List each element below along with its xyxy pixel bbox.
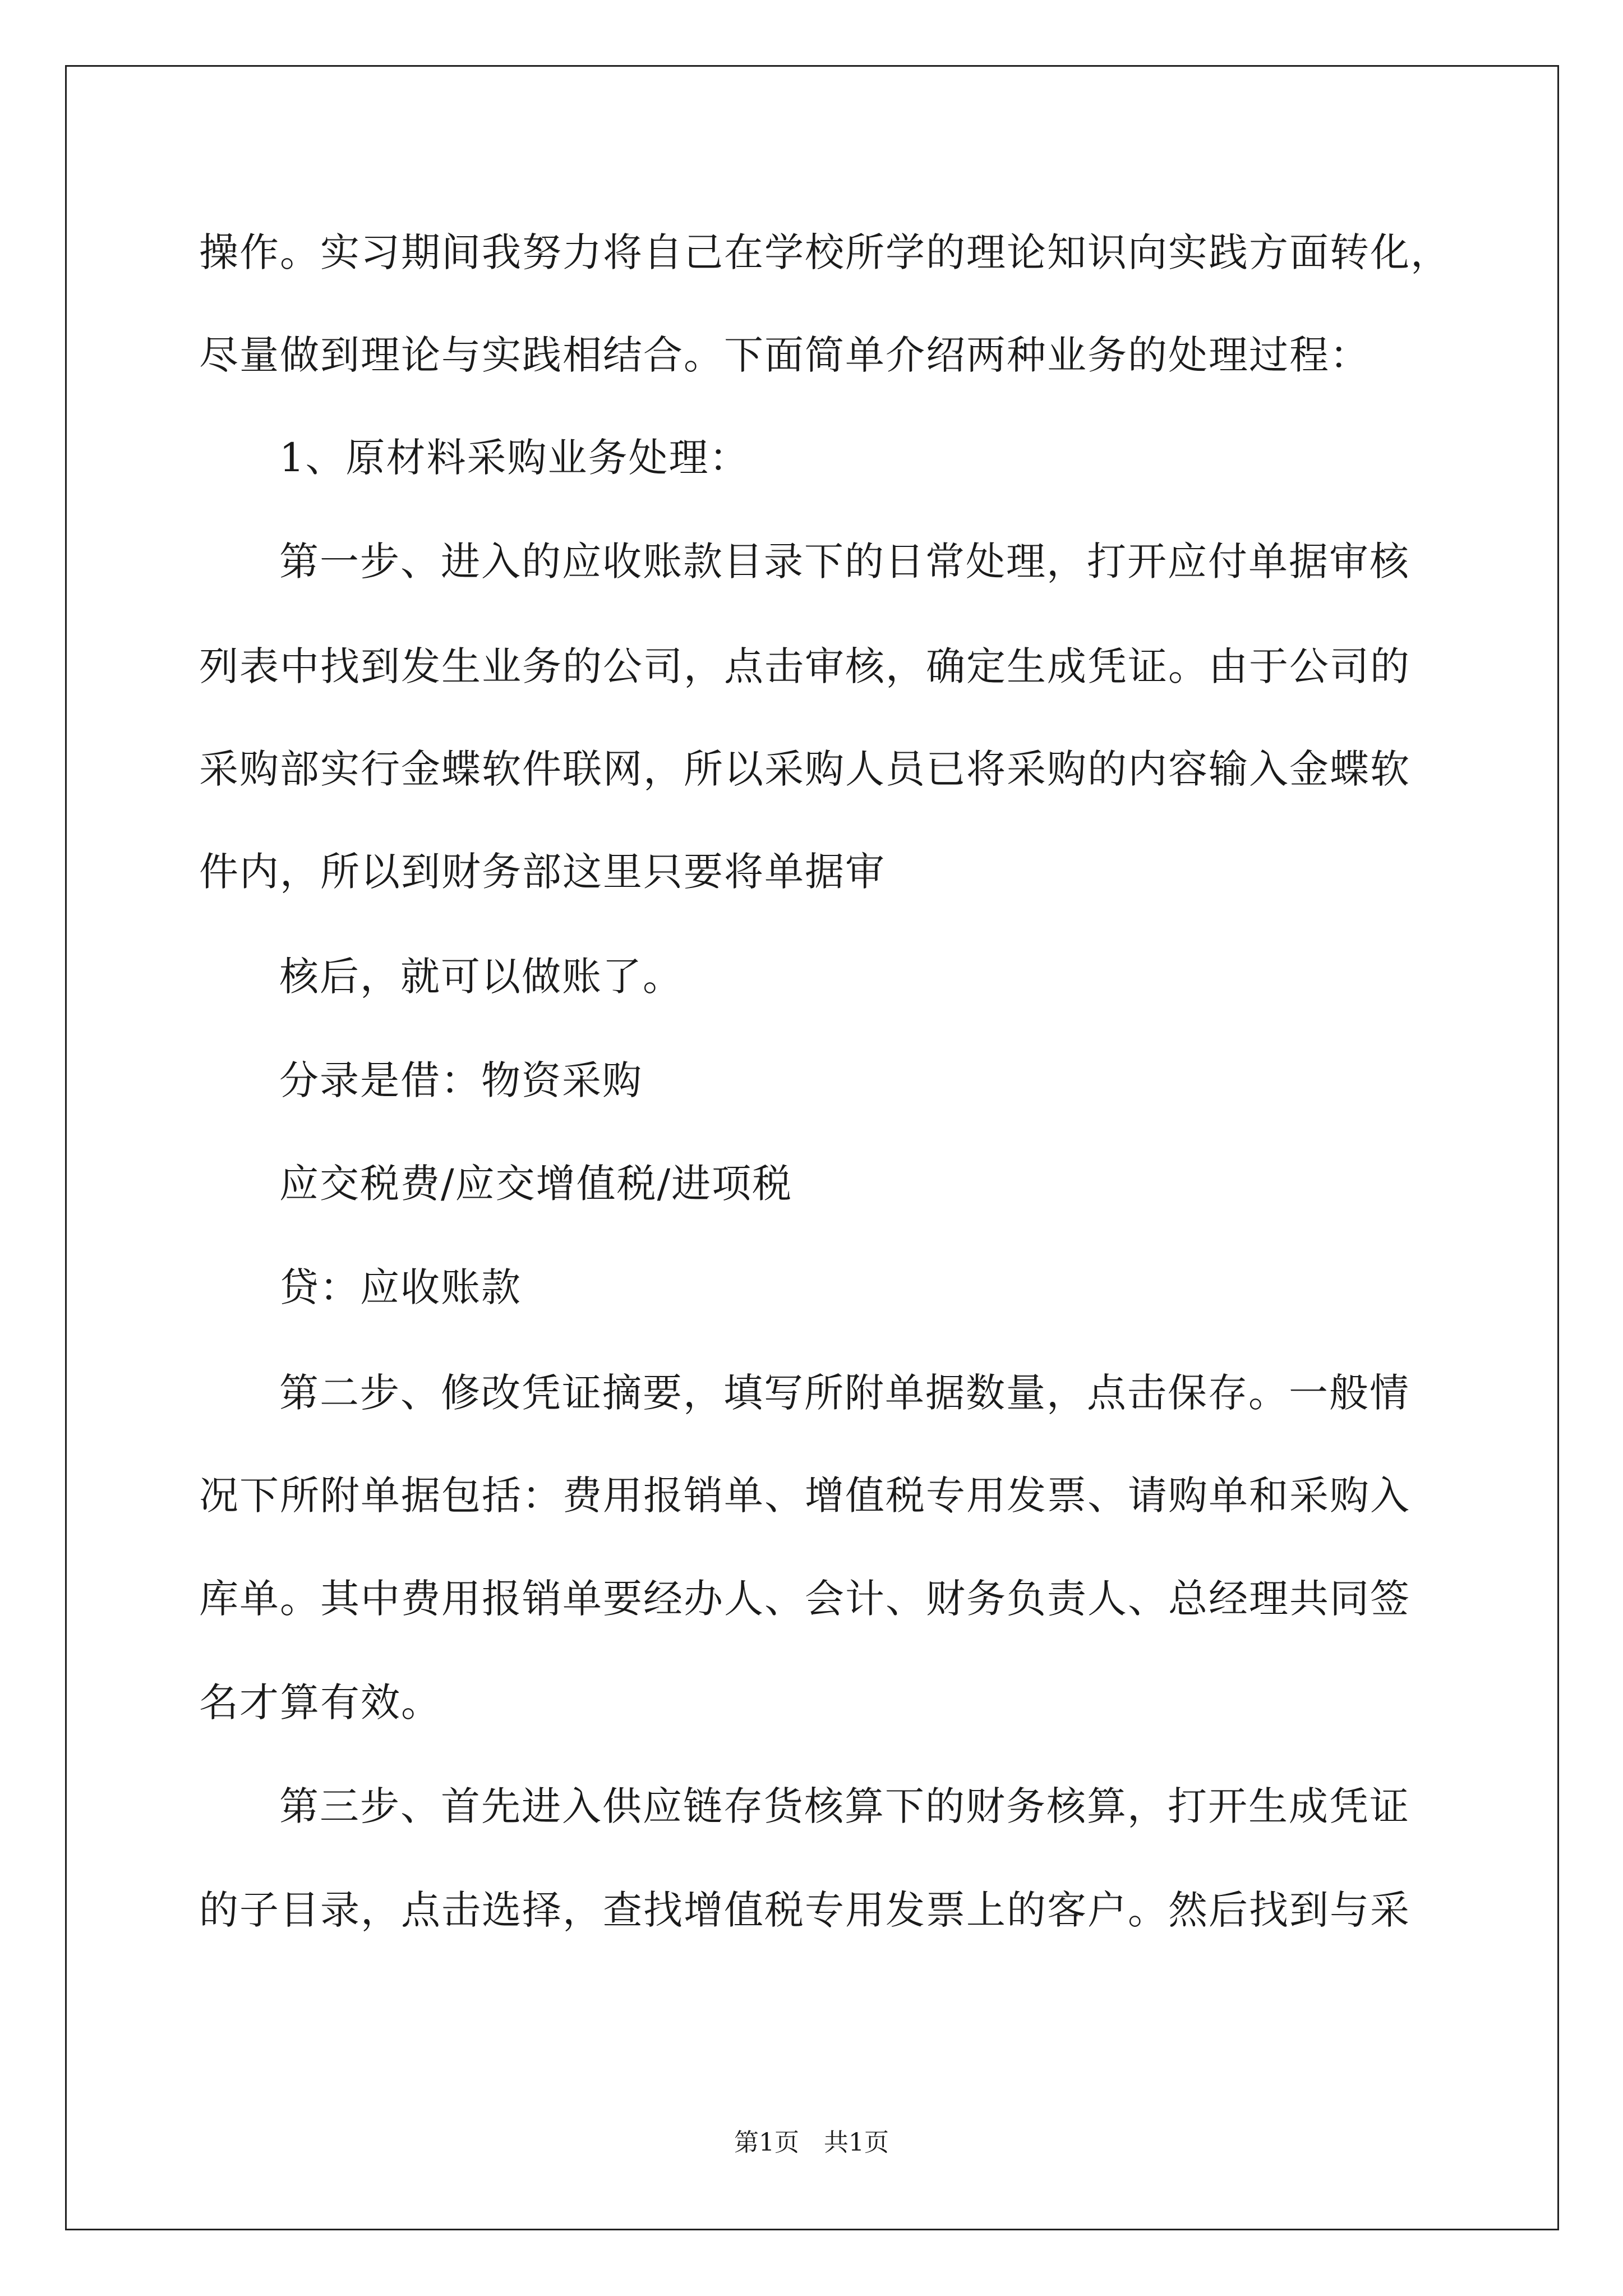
text-line: 1、原材料采购业务处理： bbox=[279, 435, 750, 481]
text-line: 件内，所以到财务部这里只要将单据审 bbox=[199, 849, 886, 895]
text-line: 分录是借：物资采购 bbox=[279, 1057, 643, 1103]
text-line: 第二步、修改凭证摘要，填写所附单据数量，点击保存。一般情 bbox=[279, 1370, 1410, 1416]
text-line: 列表中找到发生业务的公司，点击审核，确定生成凭证。由于公司的 bbox=[199, 643, 1410, 689]
text-line: 的子目录，点击选择，查找增值税专用发票上的客户。然后找到与采 bbox=[199, 1887, 1410, 1933]
text-line: 第三步、首先进入供应链存货核算下的财务核算，打开生成凭证 bbox=[279, 1783, 1410, 1829]
text-line: 应交税费/应交增值税/进项税 bbox=[279, 1161, 793, 1207]
text-line: 贷：应收账款 bbox=[279, 1264, 522, 1310]
text-line: 况下所附单据包括：费用报销单、增值税专用发票、请购单和采购入 bbox=[199, 1473, 1410, 1519]
text-line: 名才算有效。 bbox=[199, 1680, 441, 1726]
text-line: 核后，就可以做账了。 bbox=[279, 954, 683, 1000]
text-line: 操作。实习期间我努力将自己在学校所学的理论知识向实践方面转化， bbox=[199, 229, 1451, 275]
text-line: 尽量做到理论与实践相结合。下面简单介绍两种业务的处理过程： bbox=[199, 332, 1370, 378]
text-line: 采购部实行金蝶软件联网，所以采购人员已将采购的内容输入金蝶软 bbox=[199, 746, 1410, 792]
page-number-footer: 第1页 共1页 bbox=[734, 2128, 889, 2157]
text-line: 库单。其中费用报销单要经办人、会计、财务负责人、总经理共同签 bbox=[199, 1576, 1410, 1622]
text-line: 第一步、进入的应收账款目录下的日常处理，打开应付单据审核 bbox=[279, 539, 1410, 585]
